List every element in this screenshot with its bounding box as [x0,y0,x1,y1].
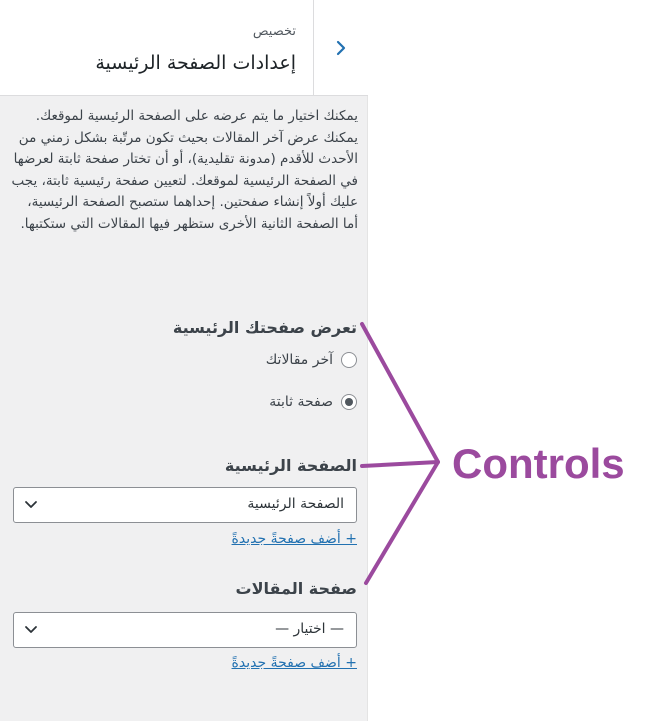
section-description: يمكنك اختيار ما يتم عرضه على الصفحة الرئيسية لموقعك. يمكنك عرض آخر المقالات بحيث تكون مرتّبة بشكل زمني من الأحدث للأقدم (مدونة تقليدية)، أو أن تختار صفحة ثابتة لعرضها في الصفحة الرئيسية لموقعك. لتعيين صفحة رئيسية ثابتة، يجب عليك أولاً إنشاء صفحتين. إحداهما ستصبح الصفحة الرئيسية، أما الصفحة الثانية الأخرى ستظهر فيها المقالات التي ستكتبها. [11,108,358,232]
homepage-select-value: الصفحة الرئيسية [247,496,344,512]
breadcrumb: تخصيص [252,24,296,39]
radio-label: آخر مقالاتك [265,352,333,368]
posts-page-select-value: — اختيار — [275,621,344,637]
add-new-homepage-link[interactable]: + أضف صفحةً جديدةً [231,531,357,547]
controls-annotation-label: Controls [452,440,625,487]
homepage-displays-title: تعرض صفحتك الرئيسية [172,318,357,337]
homepage-title: الصفحة الرئيسية [224,456,357,475]
add-new-posts-page-link[interactable]: + أضف صفحةً جديدةً [231,655,357,671]
panel-title: إعدادات الصفحة الرئيسية [95,52,296,74]
posts-page-title: صفحة المقالات [235,579,357,598]
radio-label: صفحة ثابتة [269,394,333,410]
